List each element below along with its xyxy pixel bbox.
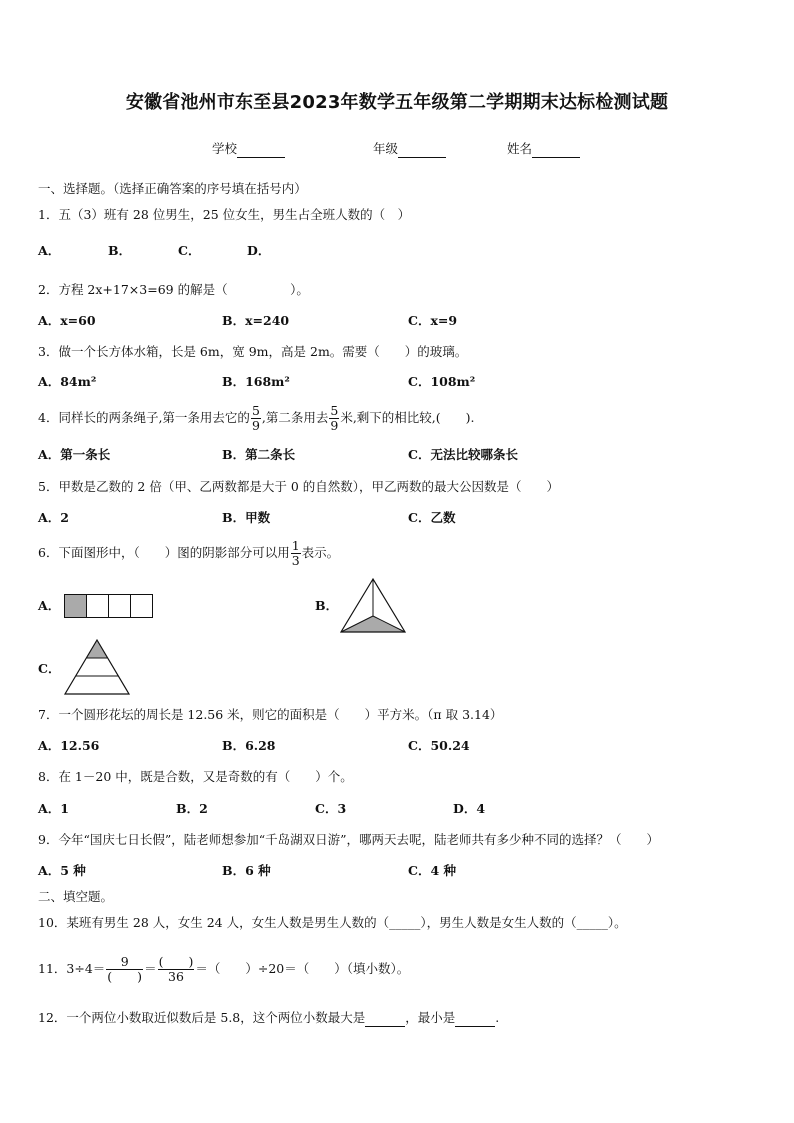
q1-option-c[interactable]: C． [178, 243, 201, 258]
q4-fraction-1-den: 9 [251, 418, 260, 433]
q8-option-c[interactable]: C．3 [315, 801, 347, 816]
grade-blank[interactable] [398, 141, 446, 158]
q8-option-a[interactable]: A．1 [38, 801, 69, 816]
q6-figure-c-pyramid [64, 639, 130, 695]
q1-option-a[interactable]: A． [38, 243, 61, 258]
q4-text-mid: ,第二条用去 [261, 410, 329, 425]
q8-option-d[interactable]: D．4 [453, 801, 486, 816]
q11-fraction-1-num: 9 [106, 955, 143, 970]
q3-option-c[interactable]: C．108m² [408, 374, 476, 389]
q12-blank-min[interactable] [455, 1010, 495, 1027]
q4-fraction-2 [329, 404, 339, 433]
q6-option-c[interactable]: C． [38, 661, 61, 676]
q12-blank-max[interactable] [365, 1010, 405, 1027]
q3-option-b[interactable]: B．168m² [222, 374, 290, 389]
q4-fraction-2-den: 9 [330, 418, 339, 433]
q1-option-d[interactable]: D． [247, 243, 271, 258]
q6-option-a[interactable]: A． [38, 598, 61, 613]
grade-label: 年级 [373, 141, 399, 156]
q4-option-c[interactable]: C．无法比较哪条长 [408, 447, 518, 462]
grade-field[interactable] [373, 141, 446, 158]
q9-option-a[interactable]: A．5 种 [38, 863, 86, 878]
q4-option-b[interactable]: B．第二条长 [222, 447, 296, 462]
q4-fraction-2-num: 5 [330, 403, 339, 418]
q5-option-b[interactable]: B．甲数 [222, 510, 271, 525]
q12-text-mid: ，最小是 [405, 1010, 456, 1025]
q4-fraction-1-num: 5 [251, 403, 260, 418]
q6-fraction-num: 1 [291, 538, 300, 553]
q8-option-b[interactable]: B．2 [176, 801, 208, 816]
q11-text-pre: 11．3÷4＝ [38, 961, 106, 976]
q11-fraction-1-den[interactable]: ( ) [107, 969, 143, 984]
q6-figure-a-strip [64, 594, 154, 620]
q7-option-b[interactable]: B．6.28 [222, 738, 276, 753]
q6-text-post: 表示。 [301, 545, 340, 560]
q5-stem: 5．甲数是乙数的 2 倍（甲、乙两数都是大于 0 的自然数），甲乙两数的最大公因数是（ ） [38, 479, 560, 494]
q9-option-c[interactable]: C．4 种 [408, 863, 456, 878]
name-blank[interactable] [532, 141, 580, 158]
name-label: 姓名 [507, 141, 533, 156]
q11-fraction-2 [158, 955, 195, 984]
q6-figure-b-triangle [340, 578, 406, 634]
q6-fraction-den: 3 [291, 553, 300, 568]
q4-fraction-1 [251, 404, 261, 433]
q8-stem: 8．在 1－20 中，既是合数，又是奇数的有（ ）个。 [38, 769, 353, 784]
school-blank[interactable] [237, 141, 285, 158]
q11-stem [38, 946, 409, 992]
q6-fraction [291, 539, 301, 568]
q3-stem: 3．做一个长方体水箱，长是 6m，宽 9m，高是 2m。需要（ ）的玻璃。 [38, 344, 468, 359]
q1-stem: 1．五（3）班有 28 位男生，25 位女生，男生占全班人数的（ ） [38, 207, 411, 222]
q2-option-a[interactable]: A．x=60 [38, 313, 96, 328]
name-field[interactable] [507, 141, 580, 158]
q11-fraction-2-den: 36 [168, 969, 184, 984]
q11-fraction-2-num[interactable]: ( ) [158, 954, 194, 969]
q11-fraction-1 [106, 955, 143, 984]
q12-text-pre: 12．一个两位小数取近似数后是 5.8，这个两位小数最大是 [38, 1010, 366, 1025]
q2-option-c[interactable]: C．x=9 [408, 313, 458, 328]
q6-option-b[interactable]: B． [315, 598, 339, 613]
q4-text-post: 米,剩下的相比较,( ). [340, 410, 475, 425]
q6-stem [38, 536, 339, 570]
q7-option-c[interactable]: C．50.24 [408, 738, 470, 753]
q11-text-eq: ＝ [144, 961, 157, 976]
q2-option-b[interactable]: B．x=240 [222, 313, 290, 328]
q1-option-b[interactable]: B． [108, 243, 132, 258]
q10-stem: 10．某班有男生 28 人，女生 24 人，女生人数是男生人数的（_____），男生人数是女生人数的（_____）。 [38, 915, 627, 930]
q5-option-a[interactable]: A．2 [38, 510, 69, 525]
q7-option-a[interactable]: A．12.56 [38, 738, 100, 753]
school-label: 学校 [212, 141, 238, 156]
q12-text-post: . [495, 1010, 500, 1025]
section-1-heading: 一、选择题。（选择正确答案的序号填在括号内） [38, 181, 307, 196]
school-field[interactable] [212, 141, 285, 158]
q3-option-a[interactable]: A．84m² [38, 374, 97, 389]
q7-stem: 7．一个圆形花坛的周长是 12.56 米，则它的面积是（ ）平方米。（π 取 3.14） [38, 707, 503, 722]
page-title: 安徽省池州市东至县2023年数学五年级第二学期期末达标检测试题 [125, 92, 669, 113]
q2-stem: 2．方程 2x+17×3=69 的解是（ ）。 [38, 282, 309, 297]
q6-text-pre: 6．下面图形中，（ ）图的阴影部分可以用 [38, 545, 290, 560]
q9-option-b[interactable]: B．6 种 [222, 863, 271, 878]
q4-stem [38, 401, 475, 435]
q12-stem [38, 1010, 499, 1027]
q4-text-pre: 4．同样长的两条绳子,第一条用去它的 [38, 410, 250, 425]
q4-option-a[interactable]: A．第一条长 [38, 447, 111, 462]
q5-option-c[interactable]: C．乙数 [408, 510, 456, 525]
section-2-heading: 二、填空题。 [38, 889, 114, 904]
q11-text-post: ＝（ ）÷20＝（ ）（填小数）。 [195, 961, 410, 976]
q9-stem: 9．今年“国庆七日长假”，陆老师想参加“千岛湖双日游”，哪两天去呢，陆老师共有多少种不同的选择？（ ） [38, 832, 660, 847]
